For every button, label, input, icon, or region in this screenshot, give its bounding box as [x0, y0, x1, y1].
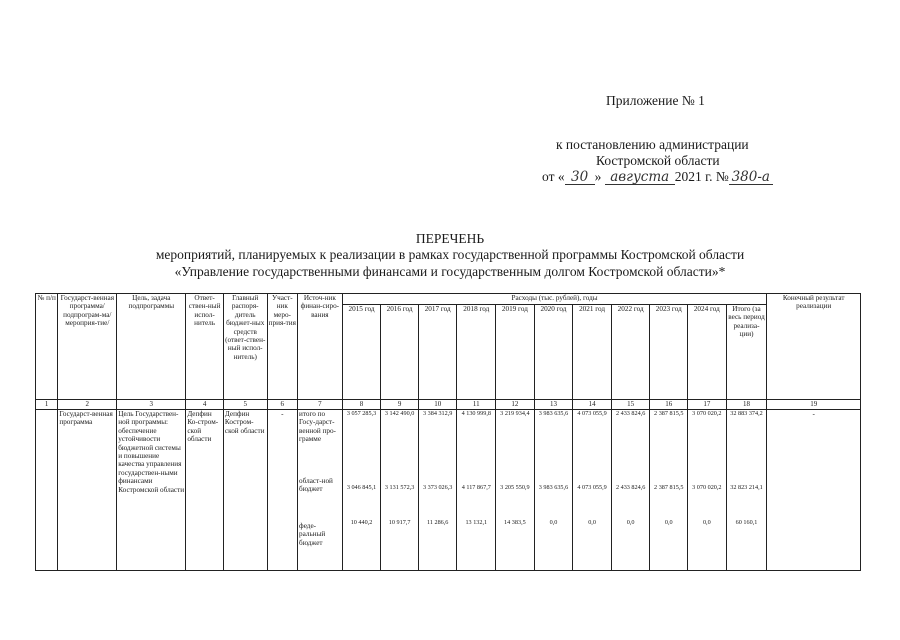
amount-federal: 0,0	[626, 519, 635, 526]
appendix-label: Приложение № 1	[606, 93, 705, 108]
row-manager: Депфин Костром-ской области	[223, 410, 267, 571]
decree-date-line	[542, 168, 773, 185]
column-number: 17	[688, 400, 727, 410]
column-number: 2	[58, 400, 117, 410]
header-year: 2024 год	[688, 305, 727, 400]
decree-line-2: Костромской области	[596, 153, 720, 168]
column-number: 18	[726, 400, 767, 410]
header-year: 2015 год	[342, 305, 381, 400]
amount-federal: 0,0	[549, 519, 558, 526]
column-number: 4	[186, 400, 224, 410]
amount-federal: 0,0	[588, 519, 596, 526]
amount-total: 3 983 635,6	[538, 410, 569, 417]
header-manager: Главный распоря-дитель бюджет-ных средств (ответ-ствен-ный испол-нитель)	[223, 294, 267, 400]
amount-regional: 3 983 635,6	[538, 484, 569, 491]
date-prefix: от «	[542, 169, 565, 184]
row-program: Государст-венная программа	[58, 410, 117, 571]
header-participant: Участ-ник меро-прия-тия	[267, 294, 297, 400]
amount-total: 3 070 020,2	[692, 410, 722, 417]
header-responsible: Ответ-ствен-ный испол-нитель	[186, 294, 224, 400]
amount-regional: 3 046 845,1	[346, 484, 377, 491]
amount-total: 4 130 999,8	[461, 410, 491, 417]
header-year: 2023 год	[650, 305, 688, 400]
amount-regional: 3 205 550,9	[500, 484, 530, 491]
header-year: 2019 год	[496, 305, 535, 400]
row-participant: -	[267, 410, 297, 571]
amount-federal: 0,0	[702, 519, 711, 526]
year-2024-cell	[688, 410, 727, 571]
row-goal: Цель Государствен-ной программы: обеспечение устойчивости бюджетной системы и повышение качества управления государствен-ными финансами Костромской области	[117, 410, 186, 571]
amount-regional: 3 131 572,3	[384, 484, 415, 491]
header-expenses: Расходы (тыс. рублей), годы	[342, 294, 767, 305]
amount-total: 32 883 374,2	[730, 410, 763, 417]
row-result: -	[767, 410, 861, 571]
header-result: Конечный результат реализации	[767, 294, 861, 400]
source-total: итого по Госу-дарст-венной про-грамме	[299, 410, 336, 444]
column-number: 13	[534, 400, 573, 410]
row-sources	[298, 410, 343, 571]
amount-total: 3 384 312,9	[422, 410, 453, 417]
amount-federal: 60 160,1	[735, 519, 758, 526]
year-2015-cell	[342, 410, 381, 571]
amount-federal: 14 383,5	[504, 519, 526, 526]
year-2022-cell	[611, 410, 650, 571]
column-number: 8	[342, 400, 381, 410]
amount-total: 3 057 285,3	[346, 410, 377, 417]
year-2021-cell	[573, 410, 612, 571]
header-no: № п/п	[36, 294, 58, 400]
amount-federal: 10 917,7	[388, 519, 411, 526]
year-2016-cell	[381, 410, 419, 571]
header-goal: Цель, задача подпрограммы	[117, 294, 186, 400]
year-2019-cell	[496, 410, 535, 571]
document-title: ПЕРЕЧЕНЬ	[415, 231, 485, 246]
measures-table	[35, 293, 861, 571]
column-number: 14	[573, 400, 612, 410]
column-number: 11	[457, 400, 496, 410]
header-year: 2020 год	[534, 305, 573, 400]
amount-regional: 2 433 824,6	[615, 484, 646, 491]
column-number: 3	[117, 400, 186, 410]
year-2018-cell	[457, 410, 496, 571]
amount-regional: 4 117 867,7	[461, 484, 491, 491]
amount-federal: 0,0	[664, 519, 673, 526]
column-number: 7	[298, 400, 343, 410]
amount-federal: 13 132,1	[465, 519, 488, 526]
header-program: Государст-венная программа/ подпрограм-ма/ мероприя-тие/	[58, 294, 117, 400]
month-handwritten: августа	[605, 170, 675, 185]
table-row	[36, 410, 861, 571]
amount-total: 2 433 824,6	[615, 410, 646, 417]
amount-total: 3 142 490,0	[384, 410, 415, 417]
header-source: Источ-ник финан-сиро-вания	[298, 294, 343, 400]
amount-total: 2 387 815,5	[654, 410, 684, 417]
header-year: 2022 год	[611, 305, 650, 400]
amount-federal: 10 440,2	[350, 519, 373, 526]
date-mid: »	[594, 169, 602, 184]
column-number: 5	[223, 400, 267, 410]
source-regional: област-ной бюджет	[299, 477, 333, 494]
year-2020-cell	[534, 410, 573, 571]
column-number: 9	[381, 400, 419, 410]
header-year: 2016 год	[381, 305, 419, 400]
header-year: 2017 год	[418, 305, 457, 400]
row-responsible: Депфин Ко-стром-ской области	[186, 410, 224, 571]
column-number: 19	[767, 400, 861, 410]
amount-total: 4 073 055,9	[577, 410, 607, 417]
decree-number-handwritten: 380-а	[729, 170, 773, 185]
column-number: 12	[496, 400, 535, 410]
year-2023-cell	[650, 410, 688, 571]
amount-regional: 32 823 214,1	[730, 484, 763, 491]
header-year: 2018 год	[457, 305, 496, 400]
source-federal: феде-ральный бюджет	[299, 522, 326, 547]
amount-total: 3 219 934,4	[500, 410, 530, 417]
document-subtitle-1: мероприятий, планируемых к реализации в рамках государственной программы Костромской области	[155, 247, 745, 262]
header-year: 2021 год	[573, 305, 612, 400]
amount-federal: 11 286,6	[426, 519, 449, 526]
column-numbers-row	[36, 400, 861, 410]
total-cell	[726, 410, 767, 571]
row-number	[36, 410, 58, 571]
amount-regional: 2 387 815,5	[654, 484, 684, 491]
header-total: Итого (за весь период реализа-ции)	[726, 305, 767, 400]
amount-regional: 3 373 026,3	[422, 484, 453, 491]
amount-regional: 3 070 020,2	[692, 484, 722, 491]
column-number: 10	[418, 400, 457, 410]
column-number: 15	[611, 400, 650, 410]
column-number: 16	[650, 400, 688, 410]
column-number: 1	[36, 400, 58, 410]
document-subtitle-2: «Управление государственными финансами и государственным долгом Костромской области»*	[174, 264, 726, 279]
column-number: 6	[267, 400, 297, 410]
amount-regional: 4 073 055,9	[577, 484, 607, 491]
year-2017-cell	[418, 410, 457, 571]
year-text: 2021 г. №	[674, 169, 729, 184]
day-handwritten: 30	[565, 170, 595, 185]
decree-line-1: к постановлению администрации	[556, 137, 749, 152]
